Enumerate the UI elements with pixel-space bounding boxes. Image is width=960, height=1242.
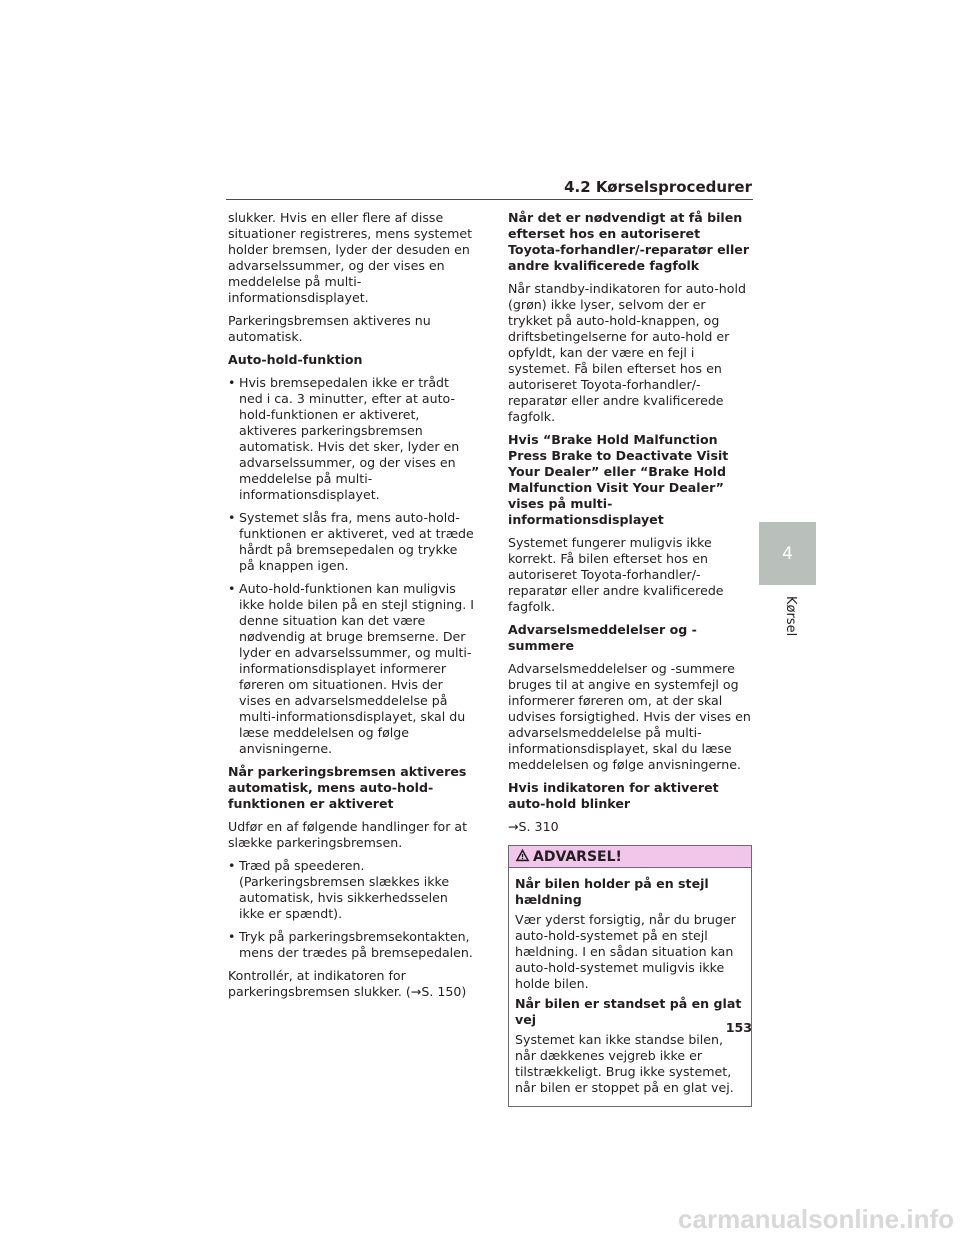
chapter-tab	[759, 522, 816, 585]
bullet-item: • Træd på speederen. (Parkeringsbremsen slækkes ikke automatisk, hvis sikkerhedsselen ikke er spændt).	[228, 858, 474, 922]
subheading: Auto-hold-funktion	[228, 352, 363, 367]
warning-paragraph: Systemet kan ikke standse bilen, når dækkenes vejgreb ikke er tilstrækkeligt. Brug ikke systemet, når bilen er stoppet på en glat vej.	[515, 1032, 734, 1095]
warning-triangle-icon	[515, 848, 530, 866]
bullet-item: • Systemet slås fra, mens auto-hold-funktionen er aktiveret, ved at træde hårdt på bremsepedalen og trykke på knappen igen.	[228, 510, 474, 574]
watermark: carmanualsonline.info	[678, 1204, 954, 1234]
warning-body	[509, 868, 751, 1106]
subheading: Når det er nødvendigt at få bilen efterset hos en autoriseret Toyota-forhandler/-reparatør eller andre kvalificerede fagfolk	[508, 210, 750, 273]
warning-subheading: Når bilen holder på en stejl hældning	[515, 876, 709, 907]
subheading: Hvis “Brake Hold Malfunction Press Brake to Deactivate Visit Your Dealer” eller “Brake Hold Malfunction Visit Your Dealer” vises på multi-informationsdisplayet	[508, 432, 729, 527]
left-column	[228, 210, 474, 1007]
bullet-item: • Hvis bremsepedalen ikke er trådt ned i ca. 3 minutter, efter at auto-hold-funktionen er aktiveret, aktiveres parkeringsbremsen automatisk. Hvis det sker, lyder en advarselssummer, og der vises en meddelelse på multi-informationsdisplayet.	[228, 375, 474, 503]
paragraph: Systemet fungerer muligvis ikke korrekt. Få bilen efterset hos en autoriseret Toyota-forhandler/-reparatør eller andre kvalificerede fagfolk.	[508, 535, 724, 614]
bullet-item: • Tryk på parkeringsbremsekontakten, mens der trædes på bremsepedalen.	[228, 929, 474, 961]
bullet-item: • Auto-hold-funktionen kan muligvis ikke holde bilen på en stejl stigning. I denne situation kan det være nødvendig at bruge bremserne. Der lyder en advarselssummer, og multi-informationsdisplayet informerer føreren om situationen. Hvis der vises en advarselsmeddelelse på multi-informationsdisplayet, skal du læse meddelelsen og følge anvisningerne.	[228, 581, 474, 757]
subheading: Advarselsmeddelelser og -summere	[508, 622, 697, 653]
chapter-label: Kørsel	[783, 596, 798, 637]
right-column	[508, 210, 752, 1107]
paragraph: Parkeringsbremsen aktiveres nu automatisk.	[228, 313, 431, 344]
page-reference: →S. 310	[508, 819, 559, 834]
paragraph: Advarselsmeddelelser og -summere bruges til at angive en systemfejl og informerer føreren om, at der skal udvises forsigtighed. Hvis der vises en advarselsmeddelelse på multi-informationsdisplayet, skal du læse meddelelsen og følge anvisningerne.	[508, 661, 751, 772]
page-number: 153	[725, 1020, 752, 1035]
paragraph: Udfør en af følgende handlinger for at slække parkeringsbremsen.	[228, 819, 468, 850]
warning-header	[509, 846, 751, 868]
paragraph: slukker. Hvis en eller flere af disse situationer registreres, mens systemet holder bremsen, lyder der desuden en advarselssummer, og der vises en meddelelse på multi-informationsdisplayet.	[228, 210, 473, 305]
header-divider	[226, 199, 753, 200]
paragraph: Når standby-indikatoren for auto-hold (grøn) ikke lyser, selvom der er trykket på auto-hold-knappen, og driftsbetingelserne for auto-hold er opfyldt, kan der være en fejl i systemet. Få bilen efterset hos en autoriseret Toyota-forhandler/-reparatør eller andre kvalificerede fagfolk.	[508, 281, 746, 424]
warning-subheading: Når bilen er standset på en glat vej	[515, 996, 742, 1027]
section-title: 4.2 Kørselsprocedurer	[564, 178, 752, 196]
warning-paragraph: Vær yderst forsigtig, når du bruger auto-hold-systemet på en stejl hældning. I en sådan situation kan auto-hold-systemet muligvis ikke holde bilen.	[515, 912, 736, 991]
warning-title: ADVARSEL!	[533, 848, 622, 865]
chapter-number: 4	[782, 543, 793, 564]
subheading: Hvis indikatoren for aktiveret auto-hold blinker	[508, 780, 719, 811]
subheading: Når parkeringsbremsen aktiveres automatisk, mens auto-hold-funktionen er aktiveret	[228, 764, 467, 811]
warning-box	[508, 845, 752, 1107]
paragraph: Kontrollér, at indikatoren for parkeringsbremsen slukker. (→S. 150)	[228, 968, 467, 999]
